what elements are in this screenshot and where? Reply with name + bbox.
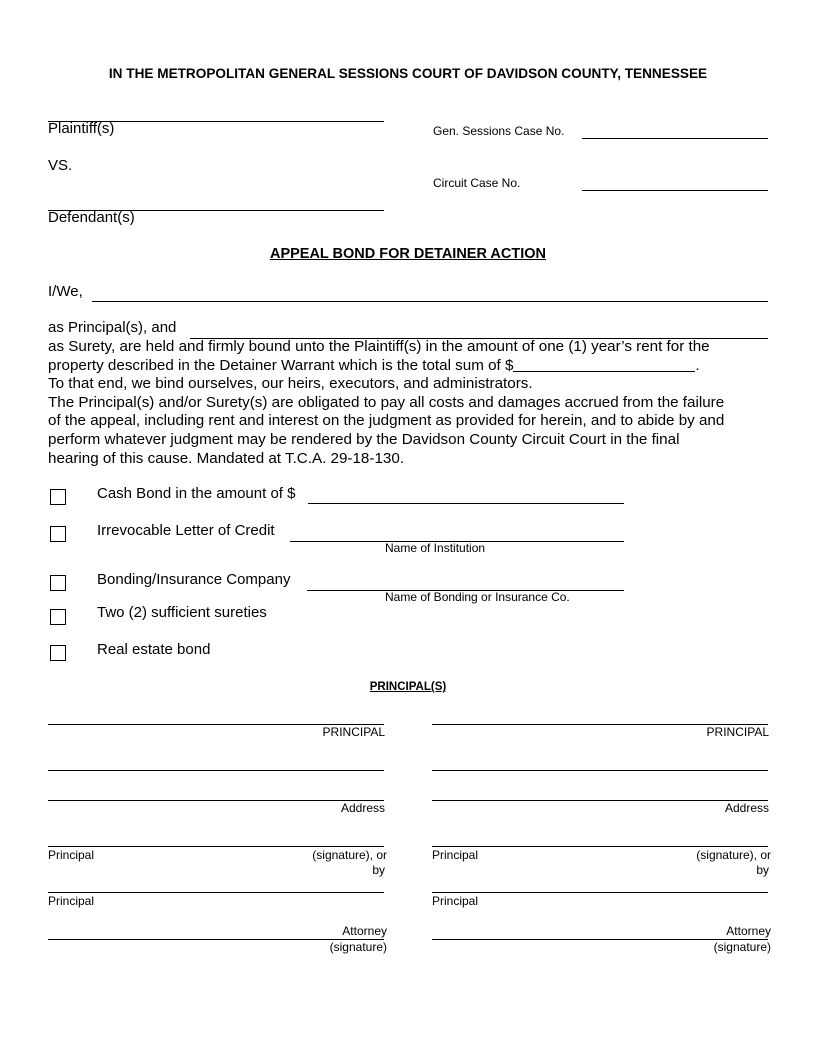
address-field-2[interactable] — [432, 800, 768, 801]
real-estate-bond-label: Real estate bond — [97, 641, 211, 658]
total-sum-field[interactable] — [513, 357, 695, 372]
principal-label: Principal — [48, 848, 95, 862]
letter-of-credit-label: Irrevocable Letter of Credit — [97, 522, 275, 539]
by-caption: by — [372, 863, 385, 877]
attorney-caption: Attorney — [342, 924, 387, 938]
real-estate-bond-checkbox[interactable] — [50, 645, 66, 661]
gen-sessions-case-label: Gen. Sessions Case No. — [433, 124, 565, 138]
bonding-company-checkbox[interactable] — [50, 575, 66, 591]
bond-paragraph — [48, 338, 773, 468]
principal-label: Principal — [48, 894, 95, 908]
letter-of-credit-checkbox[interactable] — [50, 526, 66, 542]
signature-caption: (signature) — [713, 940, 771, 954]
address-field-1[interactable] — [48, 770, 384, 771]
paragraph-line: hearing of this cause. Mandated at T.C.A. 29-18-130. — [48, 449, 404, 467]
bonding-company-caption: Name of Bonding or Insurance Co. — [385, 590, 570, 604]
principal-label: as Principal(s), and — [48, 319, 177, 336]
vs-label: VS. — [48, 157, 73, 174]
principal-caption: PRINCIPAL — [706, 725, 769, 739]
circuit-case-label: Circuit Case No. — [433, 176, 521, 190]
address-caption: Address — [340, 801, 385, 815]
principal-caption: PRINCIPAL — [322, 725, 385, 739]
court-title: IN THE METROPOLITAN GENERAL SESSIONS COURT OF DAVIDSON COUNTY, TENNESSEE — [108, 66, 708, 81]
circuit-case-field[interactable] — [582, 190, 768, 191]
signature-caption: (signature) — [329, 940, 387, 954]
address-field-2[interactable] — [48, 800, 384, 801]
principal-by-field[interactable] — [432, 892, 768, 893]
signature-or-caption: (signature), or — [696, 848, 771, 862]
address-field-1[interactable] — [432, 770, 768, 771]
principals-heading: PRINCIPAL(S) — [369, 681, 447, 693]
defendant-label: Defendant(s) — [48, 209, 135, 226]
by-caption: by — [756, 863, 769, 877]
cash-bond-amount-field[interactable] — [308, 503, 624, 504]
sureties-checkbox[interactable] — [50, 609, 66, 625]
signature-or-caption: (signature), or — [312, 848, 387, 862]
cash-bond-checkbox[interactable] — [50, 489, 66, 505]
paragraph-line: perform whatever judgment may be rendered by the Davidson County Circuit Court in the final — [48, 430, 680, 448]
paragraph-line: of the appeal, including rent and interest on the judgment as provided for herein, and to abide by and — [48, 412, 725, 430]
gen-sessions-case-field[interactable] — [582, 138, 768, 139]
principal-label: Principal — [432, 848, 479, 862]
cash-bond-label: Cash Bond in the amount of $ — [97, 485, 296, 502]
principal-by-field[interactable] — [48, 892, 384, 893]
paragraph-line: as Surety, are held and firmly bound unto the Plaintiff(s) in the amount of one (1) year’s rent for the — [48, 338, 710, 355]
iwe-field[interactable] — [92, 301, 768, 302]
form-title: APPEAL BOND FOR DETAINER ACTION — [269, 246, 547, 262]
bonding-company-label: Bonding/Insurance Company — [97, 571, 291, 588]
principal-signature-field[interactable] — [48, 846, 384, 847]
attorney-caption: Attorney — [726, 924, 771, 938]
paragraph-line: To that end, we bind ourselves, our heirs, executors, and administrators. — [48, 375, 533, 393]
principal-label: Principal — [432, 894, 479, 908]
plaintiff-label: Plaintiff(s) — [48, 120, 115, 137]
sureties-label: Two (2) sufficient sureties — [97, 604, 267, 621]
paragraph-line: The Principal(s) and/or Surety(s) are obligated to pay all costs and damages accrued from the failure — [48, 393, 725, 411]
paragraph-line: property described in the Detainer Warrant which is the total sum of $ . — [48, 356, 700, 374]
principal-signature-field[interactable] — [432, 846, 768, 847]
iwe-label: I/We, — [48, 283, 83, 300]
address-caption: Address — [724, 801, 769, 815]
institution-caption: Name of Institution — [385, 541, 486, 555]
